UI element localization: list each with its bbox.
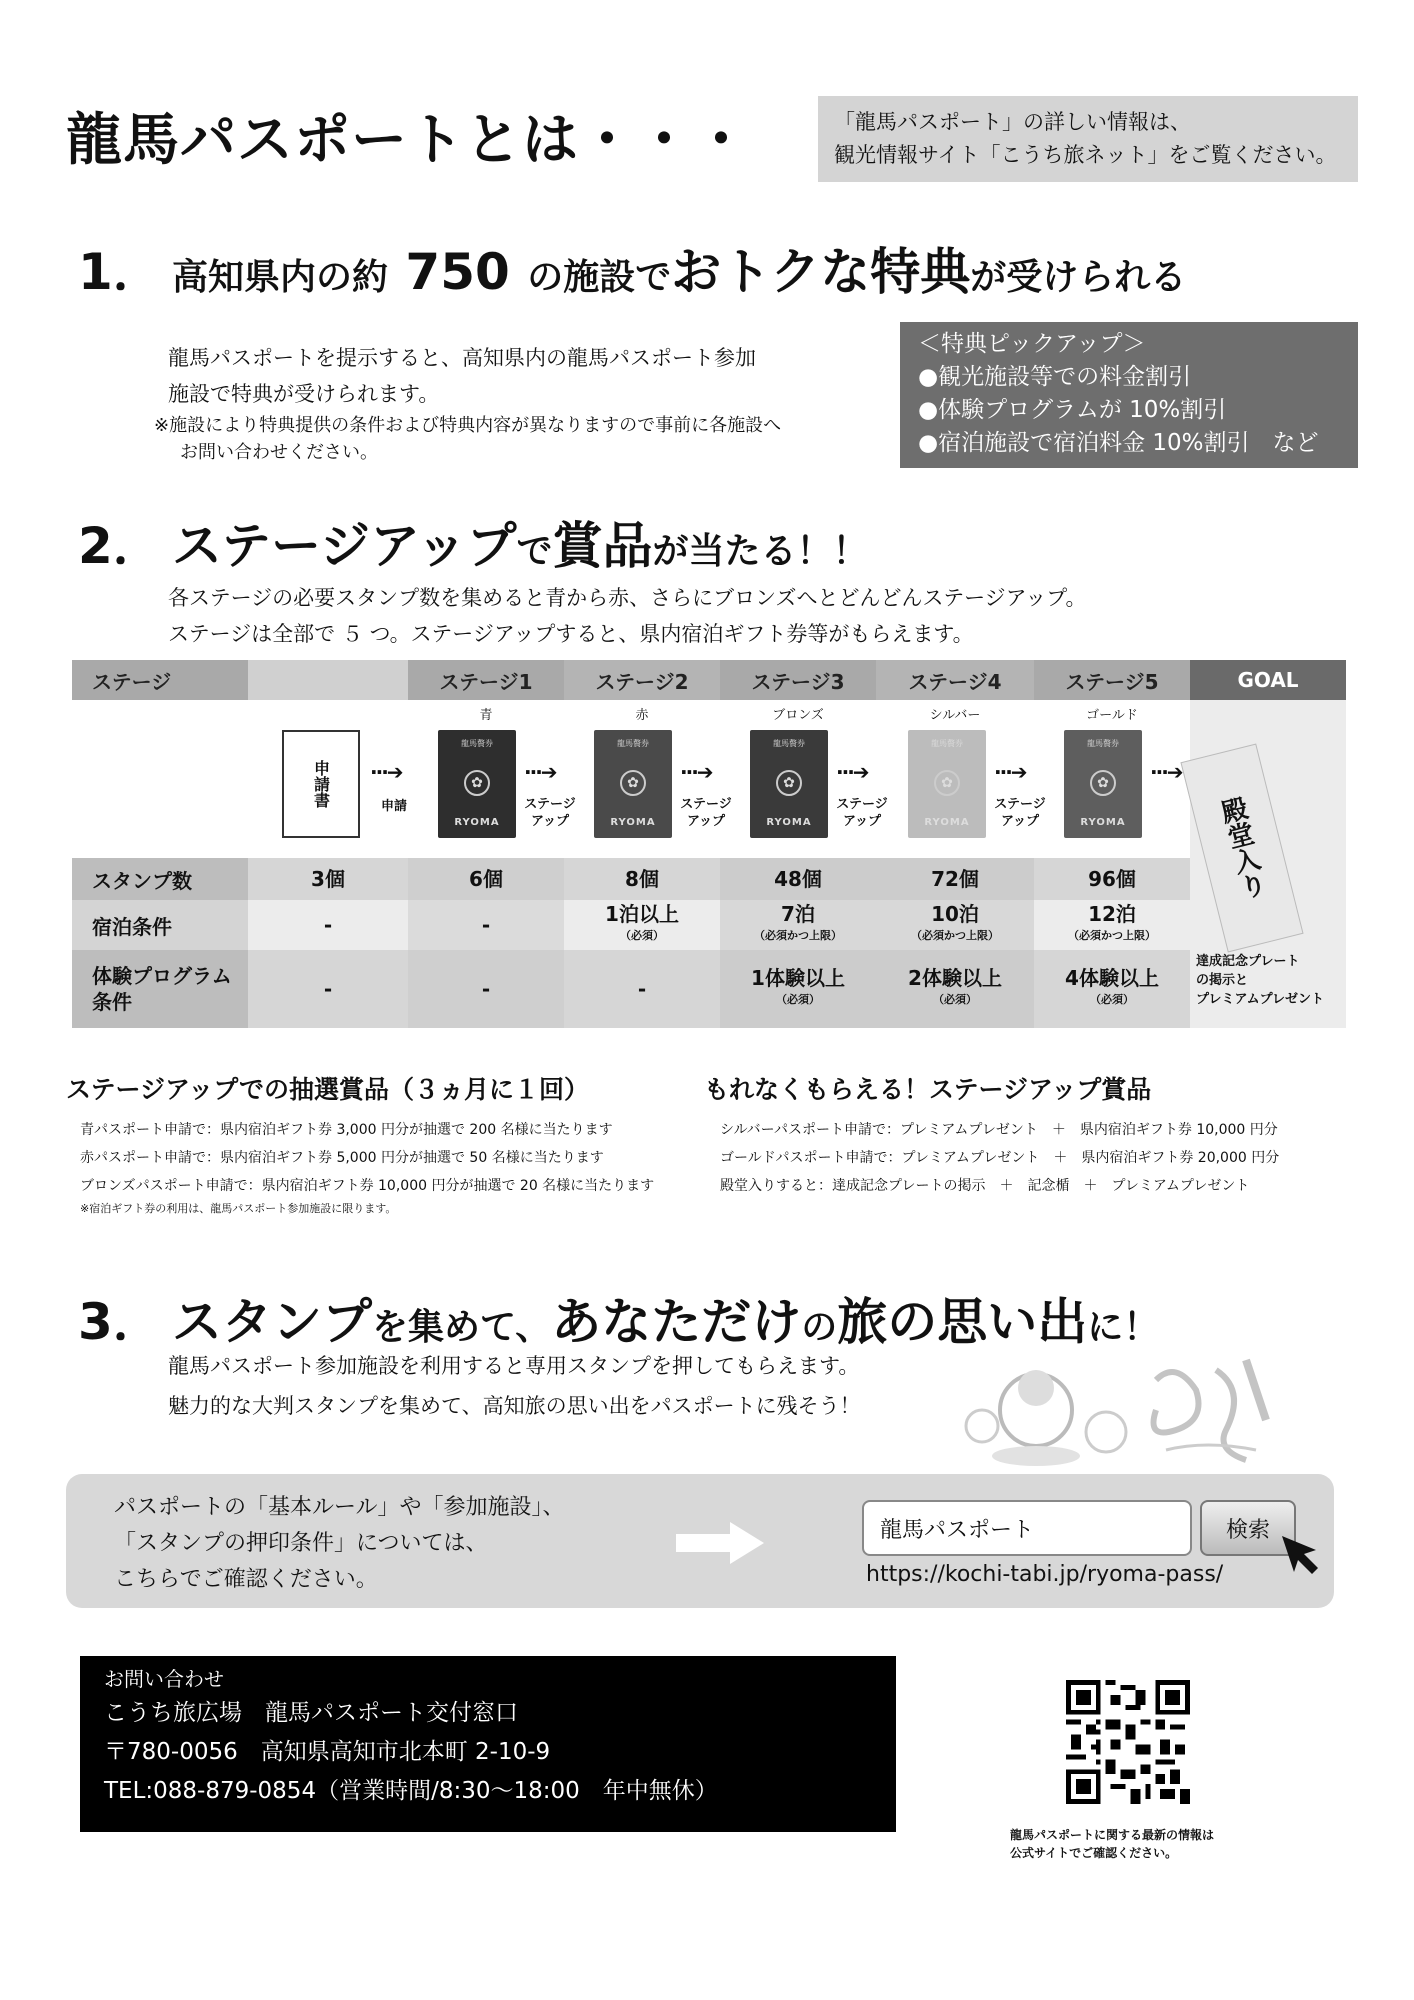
header-stage-5: ステージ5 [1034, 660, 1190, 700]
section3-body [168, 1346, 861, 1426]
contact-address: 〒780-0056 高知県高知市北本町 2-10-9 [104, 1739, 551, 1765]
header-stage-4: ステージ4 [876, 660, 1034, 700]
section2-head-a: ステージアップ [172, 517, 517, 575]
section3-head-c: あなただけ [551, 1293, 802, 1351]
program-value: - [323, 977, 333, 1001]
info-line-2: 観光情報サイト「こうち旅ネット」をご覧ください。 [834, 143, 1337, 167]
stay-value: 7泊 （必須かつ上限） [754, 902, 842, 942]
section2-head-c: 賞品 [552, 517, 653, 575]
lottery-item: ブロンズパスポート申請で：県内宿泊ギフト券 10,000 円分が抽選で 20 名様に当たります [80, 1178, 655, 1194]
section3-number: 3． [78, 1293, 163, 1351]
passport-book-red [594, 730, 672, 838]
lottery-note: ※宿泊ギフト券の利用は、龍馬パスポート参加施設に限ります。 [80, 1202, 397, 1215]
cursor-icon [1280, 1534, 1320, 1578]
section1-head-e: が受けられる [970, 257, 1187, 298]
qr-note-line-1: 龍馬パスポートに関する最新の情報は [1010, 1828, 1215, 1842]
passport-book-bronze [750, 730, 828, 838]
goal-note-line-1: 達成記念プレート [1196, 954, 1300, 969]
section1-head-a: 高知県内の約 [172, 257, 389, 298]
lottery-item: 赤パスポート申請で：県内宿泊ギフト券 5,000 円分が抽選で 50 名様に当たります [80, 1150, 604, 1166]
stage-table [72, 660, 1346, 1028]
section3-head-a: スタンプ [172, 1293, 372, 1351]
stage5-color: ゴールド [1086, 707, 1138, 723]
stay-value: 10泊 （必須かつ上限） [911, 902, 999, 942]
stageup-label: ステージ アップ [680, 797, 732, 829]
header-blank [248, 660, 408, 700]
stage3-color: ブロンズ [772, 707, 824, 723]
header-goal: GOAL [1190, 660, 1346, 700]
program-value: 4体験以上 （必須） [1065, 966, 1159, 1006]
arrow-right-icon: ···➔ [994, 760, 1026, 784]
arrow-right-icon: ···➔ [836, 760, 868, 784]
section2-number: 2． [78, 517, 163, 575]
program-value: 2体験以上 （必須） [908, 966, 1002, 1006]
section1-body-line-2: 施設で特典が受けられます。 [168, 382, 440, 406]
stay-value: 12泊 （必須かつ上限） [1068, 902, 1156, 942]
section3-head-d: の [801, 1307, 838, 1348]
arrow-right-icon [676, 1518, 766, 1568]
search-guide-line-3: こちらでご確認ください。 [114, 1567, 378, 1592]
book-logo: RYOMA [766, 817, 812, 828]
section1-head-d: おトクな特典 [671, 243, 971, 301]
book-logo: RYOMA [610, 817, 656, 828]
passport-book-gold [1064, 730, 1142, 838]
section1-note-line-1: ※施設により特典提供の条件および特典内容が異なりますので事前に各施設へ [154, 415, 782, 436]
stageup-label: ステージ アップ [994, 797, 1046, 829]
emblem-icon: ✿ [934, 770, 960, 796]
apply-label: 申請 [380, 799, 407, 814]
section2-body [168, 580, 1087, 652]
contact-label: お問い合わせ [104, 1667, 224, 1691]
section1-heading [78, 232, 1186, 304]
page-title: 龍馬パスポートとは・・・ [66, 108, 750, 173]
mascot-illustration [956, 1340, 1296, 1470]
site-url[interactable]: https://kochi-tabi.jp/ryoma-pass/ [866, 1562, 1224, 1587]
stay-value: - [323, 913, 333, 937]
row-label-program-line-1: 体験プログラム [92, 964, 232, 988]
section2-heading [78, 506, 869, 578]
stage2-color: 赤 [635, 707, 649, 723]
section1-body-line-1: 龍馬パスポートを提示すると、高知県内の龍馬パスポート参加 [168, 346, 756, 370]
section1-number: 1． [78, 243, 163, 301]
arrow-right-icon: ···➔ [1150, 760, 1182, 784]
emblem-icon: ✿ [776, 770, 802, 796]
application-form: 申請書 [282, 730, 360, 838]
arrow-right-icon: ···➔ [680, 760, 712, 784]
pickup-item-2: ●体験プログラムが 10%割引 [918, 397, 1227, 423]
book-logo: RYOMA [924, 817, 970, 828]
stage1-color: 青 [479, 707, 493, 723]
book-title: 龍馬贅券 [617, 739, 649, 748]
section2-body-line-1: 各ステージの必要スタンプ数を集めると青から赤、さらにブロンズへとどんどんステージアップ。 [168, 586, 1087, 610]
goal-note-line-3: プレミアムプレゼント [1196, 992, 1325, 1007]
search-guide-line-2: 「スタンプの押印条件」については、 [114, 1531, 488, 1556]
book-title: 龍馬贅券 [773, 739, 805, 748]
contact-box [80, 1656, 896, 1832]
program-value: - [637, 977, 647, 1001]
search-input[interactable]: 龍馬パスポート [862, 1500, 1192, 1556]
search-guide-text [114, 1490, 565, 1598]
program-value: - [481, 977, 491, 1001]
stay-value: - [481, 913, 491, 937]
pickup-item-3: ●宿泊施設で宿泊料金 10%割引 など [918, 430, 1319, 456]
book-title: 龍馬贅券 [931, 739, 963, 748]
section2-body-line-2: ステージは全部で ５ つ。ステージアップすると、県内宿泊ギフト券等がもらえます。 [168, 622, 974, 646]
stamps-value: 48個 [774, 867, 822, 891]
qr-note-line-2: 公式サイトでご確認ください。 [1010, 1846, 1178, 1860]
guaranteed-prize-heading: もれなくもらえる！ステージアップ賞品 [704, 1075, 1152, 1104]
section1-head-b: 750 [388, 243, 528, 301]
stamps-value: 72個 [931, 867, 979, 891]
section3-head-e: 旅の思い出 [837, 1293, 1088, 1351]
section1-head-c: の施設で [527, 257, 672, 298]
section2-head-d: が当たる！！ [652, 531, 869, 572]
stay-value: 1泊以上 （必須） [605, 902, 679, 942]
lottery-item: 青パスポート申請で：県内宿泊ギフト券 3,000 円分が抽選で 200 名様に当たります [80, 1122, 613, 1138]
passport-book-blue [438, 730, 516, 838]
header-stage-3: ステージ3 [720, 660, 876, 700]
row-label-program [72, 950, 248, 1028]
stage4-color: シルバー [929, 707, 981, 723]
stamps-value: 8個 [625, 867, 659, 891]
info-box [818, 96, 1358, 182]
arrow-right-icon: ···➔ [524, 760, 556, 784]
program-value: 1体験以上 （必須） [751, 966, 845, 1006]
search-guide-line-1: パスポートの「基本ルール」や「参加施設」、 [114, 1495, 565, 1520]
goal-note [1196, 952, 1336, 1009]
section1-note [154, 412, 781, 466]
section3-body-line-1: 龍馬パスポート参加施設を利用すると専用スタンプを押してもらえます。 [168, 1354, 860, 1378]
arrow-right-icon: ···➔ [370, 760, 402, 784]
book-logo: RYOMA [1080, 817, 1126, 828]
guaranteed-item: ゴールドパスポート申請で：プレミアムプレゼント ＋ 県内宿泊ギフト券 20,000 円分 [720, 1150, 1280, 1166]
section3-body-line-2: 魅力的な大判スタンプを集めて、高知旅の思い出をパスポートに残そう！ [168, 1394, 861, 1418]
row-label-stay: 宿泊条件 [72, 900, 248, 950]
qr-code[interactable] [1066, 1680, 1190, 1804]
header-stage-label: ステージ [72, 660, 248, 700]
guaranteed-prize-list [720, 1116, 1279, 1200]
lottery-prize-heading: ステージアップでの抽選賞品（３ヵ月に１回） [66, 1075, 590, 1104]
guaranteed-item: 殿堂入りすると：達成記念プレートの掲示 ＋ 記念楯 ＋ プレミアムプレゼント [720, 1178, 1250, 1194]
section1-body [168, 340, 756, 412]
book-logo: RYOMA [454, 817, 500, 828]
hall-of-fame-plate: 殿堂入り [1180, 743, 1303, 952]
lottery-prize-list [80, 1116, 654, 1200]
emblem-icon: ✿ [464, 770, 490, 796]
stamps-value: 6個 [469, 867, 503, 891]
pickup-item-1: ●観光施設等での料金割引 [918, 364, 1192, 390]
book-title: 龍馬贅券 [1087, 739, 1119, 748]
contact-tel: TEL:088-879-0854（営業時間/8:30～18:00 年中無休） [104, 1778, 718, 1804]
goal-note-line-2: の掲示と [1196, 973, 1249, 988]
row-label-program-line-2: 条件 [92, 990, 132, 1014]
section3-head-f: に！ [1087, 1307, 1160, 1348]
pickup-title: ＜特典ピックアップ＞ [918, 331, 1146, 357]
emblem-icon: ✿ [620, 770, 646, 796]
search-button[interactable]: 検索 [1200, 1500, 1296, 1556]
stageup-label: ステージ アップ [836, 797, 888, 829]
section2-head-b: で [516, 531, 553, 572]
section3-head-b: を集めて、 [372, 1307, 552, 1348]
passport-book-silver [908, 730, 986, 838]
contact-name: こうち旅広場 龍馬パスポート交付窓口 [104, 1700, 518, 1726]
benefit-pickup-box [900, 322, 1358, 468]
info-line-1: 「龍馬パスポート」の詳しい情報は、 [834, 110, 1191, 134]
row-label-stamps: スタンプ数 [72, 858, 248, 900]
section1-note-line-2: お問い合わせください。 [180, 442, 378, 463]
header-stage-1: ステージ1 [408, 660, 564, 700]
qr-note [1010, 1826, 1214, 1862]
stageup-label: ステージ アップ [524, 797, 576, 829]
stamps-value: 96個 [1088, 867, 1136, 891]
emblem-icon: ✿ [1090, 770, 1116, 796]
stamps-value: 3個 [311, 867, 345, 891]
header-stage-2: ステージ2 [564, 660, 720, 700]
guaranteed-item: シルバーパスポート申請で：プレミアムプレゼント ＋ 県内宿泊ギフト券 10,000 円分 [720, 1122, 1278, 1138]
book-title: 龍馬贅券 [461, 739, 493, 748]
